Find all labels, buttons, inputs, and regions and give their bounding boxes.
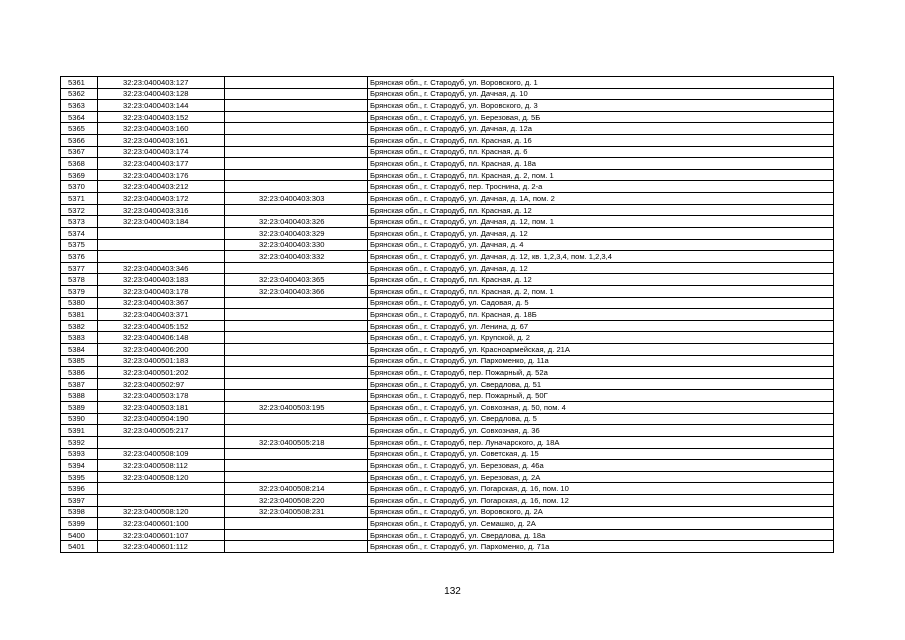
table-row (61, 158, 834, 170)
secondary-cadastral-number-cell (225, 471, 368, 483)
table-row (61, 227, 834, 239)
page-number: 132 (444, 586, 461, 597)
address-cell: Брянская обл., г. Стародуб, пл. Красная, д. 12 (368, 204, 834, 216)
address-cell: Брянская обл., г. Стародуб, пер. Пожарный, д. 50Г (368, 390, 834, 402)
table-row (61, 146, 834, 158)
secondary-cadastral-number-cell (225, 262, 368, 274)
table-row (61, 88, 834, 100)
table-row (61, 390, 834, 402)
address-cell: Брянская обл., г. Стародуб, пл. Красная, д. 2, пом. 1 (368, 169, 834, 181)
cadastral-number-cell (98, 227, 225, 239)
secondary-cadastral-number-cell (225, 320, 368, 332)
table-row (61, 251, 834, 263)
secondary-cadastral-number-cell (225, 413, 368, 425)
row-number-cell: 5385 (61, 355, 98, 367)
registry-table-body (61, 77, 834, 553)
address-cell: Брянская обл., г. Стародуб, ул. Дачная, д. 12а (368, 123, 834, 135)
table-row (61, 494, 834, 506)
secondary-cadastral-number-cell (225, 344, 368, 356)
row-number-cell: 5370 (61, 181, 98, 193)
row-number-cell: 5383 (61, 332, 98, 344)
secondary-cadastral-number-cell (225, 297, 368, 309)
row-number-cell: 5401 (61, 541, 98, 553)
cadastral-number-cell: 32:23:0400403:177 (98, 158, 225, 170)
address-cell: Брянская обл., г. Стародуб, ул. Свердлова, д. 18а (368, 529, 834, 541)
row-number-cell: 5378 (61, 274, 98, 286)
row-number-cell: 5362 (61, 88, 98, 100)
secondary-cadastral-number-cell (225, 146, 368, 158)
secondary-cadastral-number-cell (225, 181, 368, 193)
row-number-cell: 5397 (61, 494, 98, 506)
table-row (61, 425, 834, 437)
cadastral-number-cell: 32:23:0400403:183 (98, 274, 225, 286)
cadastral-number-cell: 32:23:0400406:148 (98, 332, 225, 344)
cadastral-number-cell: 32:23:0400403:176 (98, 169, 225, 181)
row-number-cell: 5400 (61, 529, 98, 541)
secondary-cadastral-number-cell: 32:23:0400508:220 (225, 494, 368, 506)
address-cell: Брянская обл., г. Стародуб, ул. Красноармейская, д. 21А (368, 344, 834, 356)
table-row (61, 181, 834, 193)
row-number-cell: 5379 (61, 285, 98, 297)
table-row (61, 471, 834, 483)
secondary-cadastral-number-cell (225, 332, 368, 344)
address-cell: Брянская обл., г. Стародуб, ул. Пархоменко, д. 11а (368, 355, 834, 367)
address-cell: Брянская обл., г. Стародуб, ул. Погарская, д. 16, пом. 10 (368, 483, 834, 495)
row-number-cell: 5369 (61, 169, 98, 181)
table-row (61, 436, 834, 448)
secondary-cadastral-number-cell (225, 390, 368, 402)
table-row (61, 239, 834, 251)
registry-table (60, 76, 834, 553)
cadastral-number-cell: 32:23:0400508:112 (98, 460, 225, 472)
address-cell: Брянская обл., г. Стародуб, ул. Воровского, д. 3 (368, 100, 834, 112)
address-cell: Брянская обл., г. Стародуб, пер. Троснина, д. 2-а (368, 181, 834, 193)
address-cell: Брянская обл., г. Стародуб, ул. Семашко, д. 2А (368, 518, 834, 530)
secondary-cadastral-number-cell: 32:23:0400403:332 (225, 251, 368, 263)
address-cell: Брянская обл., г. Стародуб, ул. Свердлова, д. 51 (368, 378, 834, 390)
cadastral-number-cell: 32:23:0400601:112 (98, 541, 225, 553)
cadastral-number-cell: 32:23:0400403:316 (98, 204, 225, 216)
table-row (61, 483, 834, 495)
table-row (61, 123, 834, 135)
secondary-cadastral-number-cell (225, 88, 368, 100)
row-number-cell: 5389 (61, 402, 98, 414)
table-row (61, 332, 834, 344)
row-number-cell: 5368 (61, 158, 98, 170)
cadastral-number-cell: 32:23:0400403:128 (98, 88, 225, 100)
secondary-cadastral-number-cell (225, 448, 368, 460)
secondary-cadastral-number-cell (225, 158, 368, 170)
cadastral-number-cell (98, 239, 225, 251)
row-number-cell: 5375 (61, 239, 98, 251)
row-number-cell: 5363 (61, 100, 98, 112)
row-number-cell: 5373 (61, 216, 98, 228)
row-number-cell: 5372 (61, 204, 98, 216)
row-number-cell: 5374 (61, 227, 98, 239)
row-number-cell: 5392 (61, 436, 98, 448)
cadastral-number-cell: 32:23:0400508:120 (98, 506, 225, 518)
table-row (61, 320, 834, 332)
row-number-cell: 5377 (61, 262, 98, 274)
address-cell: Брянская обл., г. Стародуб, пер. Пожарный, д. 52а (368, 367, 834, 379)
table-row (61, 193, 834, 205)
table-row (61, 262, 834, 274)
row-number-cell: 5390 (61, 413, 98, 425)
secondary-cadastral-number-cell (225, 460, 368, 472)
secondary-cadastral-number-cell (225, 541, 368, 553)
secondary-cadastral-number-cell: 32:23:0400508:231 (225, 506, 368, 518)
table-row (61, 100, 834, 112)
cadastral-number-cell: 32:23:0400503:181 (98, 402, 225, 414)
cadastral-number-cell: 32:23:0400403:371 (98, 309, 225, 321)
cadastral-number-cell (98, 494, 225, 506)
row-number-cell: 5366 (61, 135, 98, 147)
secondary-cadastral-number-cell (225, 378, 368, 390)
address-cell: Брянская обл., г. Стародуб, ул. Дачная, д. 4 (368, 239, 834, 251)
table-row (61, 169, 834, 181)
row-number-cell: 5387 (61, 378, 98, 390)
address-cell: Брянская обл., г. Стародуб, ул. Дачная, д. 12 (368, 262, 834, 274)
table-row (61, 529, 834, 541)
address-cell: Брянская обл., г. Стародуб, ул. Пархоменко, д. 71а (368, 541, 834, 553)
row-number-cell: 5361 (61, 77, 98, 89)
secondary-cadastral-number-cell (225, 309, 368, 321)
row-number-cell: 5393 (61, 448, 98, 460)
table-row (61, 135, 834, 147)
cadastral-number-cell (98, 483, 225, 495)
cadastral-number-cell: 32:23:0400403:161 (98, 135, 225, 147)
table-row (61, 402, 834, 414)
table-row (61, 111, 834, 123)
address-cell: Брянская обл., г. Стародуб, пер. Луначарского, д. 18А (368, 436, 834, 448)
secondary-cadastral-number-cell: 32:23:0400403:326 (225, 216, 368, 228)
cadastral-number-cell (98, 436, 225, 448)
table-row (61, 378, 834, 390)
cadastral-number-cell: 32:23:0400403:367 (98, 297, 225, 309)
secondary-cadastral-number-cell (225, 204, 368, 216)
table-row (61, 518, 834, 530)
row-number-cell: 5399 (61, 518, 98, 530)
address-cell: Брянская обл., г. Стародуб, ул. Советская, д. 15 (368, 448, 834, 460)
cadastral-number-cell: 32:23:0400403:346 (98, 262, 225, 274)
address-cell: Брянская обл., г. Стародуб, ул. Погарская, д. 16, пом. 12 (368, 494, 834, 506)
table-row (61, 367, 834, 379)
secondary-cadastral-number-cell (225, 518, 368, 530)
row-number-cell: 5364 (61, 111, 98, 123)
address-cell: Брянская обл., г. Стародуб, пл. Красная, д. 6 (368, 146, 834, 158)
row-number-cell: 5384 (61, 344, 98, 356)
row-number-cell: 5395 (61, 471, 98, 483)
table-row (61, 204, 834, 216)
address-cell: Брянская обл., г. Стародуб, ул. Воровского, д. 1 (368, 77, 834, 89)
row-number-cell: 5396 (61, 483, 98, 495)
cadastral-number-cell: 32:23:0400601:107 (98, 529, 225, 541)
table-row (61, 297, 834, 309)
row-number-cell: 5380 (61, 297, 98, 309)
address-cell: Брянская обл., г. Стародуб, ул. Воровского, д. 2А (368, 506, 834, 518)
row-number-cell: 5381 (61, 309, 98, 321)
cadastral-number-cell: 32:23:0400503:178 (98, 390, 225, 402)
address-cell: Брянская обл., г. Стародуб, пл. Красная, д. 12 (368, 274, 834, 286)
secondary-cadastral-number-cell (225, 367, 368, 379)
secondary-cadastral-number-cell: 32:23:0400403:303 (225, 193, 368, 205)
secondary-cadastral-number-cell (225, 123, 368, 135)
address-cell: Брянская обл., г. Стародуб, пл. Красная, д. 2, пом. 1 (368, 285, 834, 297)
secondary-cadastral-number-cell: 32:23:0400508:214 (225, 483, 368, 495)
cadastral-number-cell: 32:23:0400403:178 (98, 285, 225, 297)
cadastral-number-cell: 32:23:0400403:172 (98, 193, 225, 205)
address-cell: Брянская обл., г. Стародуб, ул. Крупской, д. 2 (368, 332, 834, 344)
address-cell: Брянская обл., г. Стародуб, пл. Красная, д. 16 (368, 135, 834, 147)
address-cell: Брянская обл., г. Стародуб, ул. Дачная, д. 12, кв. 1,2,3,4, пом. 1,2,3,4 (368, 251, 834, 263)
row-number-cell: 5394 (61, 460, 98, 472)
table-row (61, 355, 834, 367)
secondary-cadastral-number-cell (225, 135, 368, 147)
address-cell: Брянская обл., г. Стародуб, ул. Дачная, д. 10 (368, 88, 834, 100)
cadastral-number-cell: 32:23:0400508:109 (98, 448, 225, 460)
cadastral-number-cell: 32:23:0400405:152 (98, 320, 225, 332)
table-row (61, 448, 834, 460)
cadastral-number-cell: 32:23:0400403:212 (98, 181, 225, 193)
address-cell: Брянская обл., г. Стародуб, ул. Свердлова, д. 5 (368, 413, 834, 425)
secondary-cadastral-number-cell (225, 425, 368, 437)
secondary-cadastral-number-cell: 32:23:0400403:329 (225, 227, 368, 239)
address-cell: Брянская обл., г. Стародуб, ул. Березовая, д. 2А (368, 471, 834, 483)
address-cell: Брянская обл., г. Стародуб, пл. Красная, д. 18Б (368, 309, 834, 321)
cadastral-number-cell: 32:23:0400501:202 (98, 367, 225, 379)
cadastral-number-cell (98, 251, 225, 263)
table-row (61, 460, 834, 472)
address-cell: Брянская обл., г. Стародуб, ул. Березовая, д. 5Б (368, 111, 834, 123)
address-cell: Брянская обл., г. Стародуб, пл. Красная, д. 18а (368, 158, 834, 170)
cadastral-number-cell: 32:23:0400501:183 (98, 355, 225, 367)
row-number-cell: 5391 (61, 425, 98, 437)
secondary-cadastral-number-cell (225, 111, 368, 123)
table-row (61, 274, 834, 286)
cadastral-number-cell: 32:23:0400403:174 (98, 146, 225, 158)
table-row (61, 541, 834, 553)
row-number-cell: 5388 (61, 390, 98, 402)
address-cell: Брянская обл., г. Стародуб, ул. Березовая, д. 46а (368, 460, 834, 472)
row-number-cell: 5371 (61, 193, 98, 205)
secondary-cadastral-number-cell: 32:23:0400403:330 (225, 239, 368, 251)
address-cell: Брянская обл., г. Стародуб, ул. Дачная, д. 1А, пом. 2 (368, 193, 834, 205)
address-cell: Брянская обл., г. Стародуб, ул. Совхозная, д. 36 (368, 425, 834, 437)
secondary-cadastral-number-cell (225, 529, 368, 541)
secondary-cadastral-number-cell (225, 355, 368, 367)
table-row (61, 413, 834, 425)
cadastral-number-cell: 32:23:0400406:200 (98, 344, 225, 356)
secondary-cadastral-number-cell (225, 169, 368, 181)
row-number-cell: 5398 (61, 506, 98, 518)
address-cell: Брянская обл., г. Стародуб, ул. Садовая, д. 5 (368, 297, 834, 309)
table-row (61, 216, 834, 228)
address-cell: Брянская обл., г. Стародуб, ул. Ленина, д. 67 (368, 320, 834, 332)
cadastral-number-cell: 32:23:0400403:184 (98, 216, 225, 228)
address-cell: Брянская обл., г. Стародуб, ул. Дачная, д. 12 (368, 227, 834, 239)
address-cell: Брянская обл., г. Стародуб, ул. Дачная, д. 12, пом. 1 (368, 216, 834, 228)
secondary-cadastral-number-cell (225, 100, 368, 112)
table-row (61, 344, 834, 356)
cadastral-number-cell: 32:23:0400508:120 (98, 471, 225, 483)
cadastral-number-cell: 32:23:0400504:190 (98, 413, 225, 425)
cadastral-number-cell: 32:23:0400502:97 (98, 378, 225, 390)
row-number-cell: 5376 (61, 251, 98, 263)
secondary-cadastral-number-cell: 32:23:0400503:195 (225, 402, 368, 414)
row-number-cell: 5382 (61, 320, 98, 332)
cadastral-number-cell: 32:23:0400403:127 (98, 77, 225, 89)
table-row (61, 506, 834, 518)
cadastral-number-cell: 32:23:0400505:217 (98, 425, 225, 437)
table-row (61, 77, 834, 89)
cadastral-number-cell: 32:23:0400403:160 (98, 123, 225, 135)
row-number-cell: 5367 (61, 146, 98, 158)
table-row (61, 309, 834, 321)
secondary-cadastral-number-cell (225, 77, 368, 89)
address-cell: Брянская обл., г. Стародуб, ул. Совхозная, д. 50, пом. 4 (368, 402, 834, 414)
secondary-cadastral-number-cell: 32:23:0400505:218 (225, 436, 368, 448)
cadastral-number-cell: 32:23:0400601:100 (98, 518, 225, 530)
table-row (61, 285, 834, 297)
secondary-cadastral-number-cell: 32:23:0400403:365 (225, 274, 368, 286)
cadastral-number-cell: 32:23:0400403:152 (98, 111, 225, 123)
secondary-cadastral-number-cell: 32:23:0400403:366 (225, 285, 368, 297)
row-number-cell: 5365 (61, 123, 98, 135)
row-number-cell: 5386 (61, 367, 98, 379)
cadastral-number-cell: 32:23:0400403:144 (98, 100, 225, 112)
